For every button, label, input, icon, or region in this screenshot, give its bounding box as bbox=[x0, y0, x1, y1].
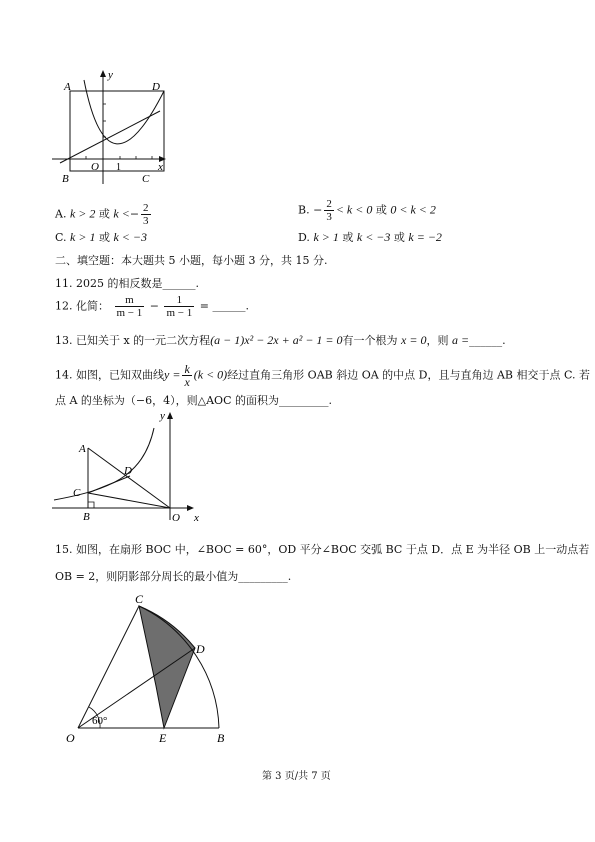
question-14-line2: 点 A 的坐标为（−6，4），则△AOC 的面积为_________. bbox=[55, 394, 332, 407]
hyperbola-curve bbox=[54, 428, 154, 500]
label-C: C bbox=[73, 487, 81, 499]
label-C: C bbox=[135, 592, 144, 606]
question-15-line1: 15. 如图，在扇形 BOC 中，∠BOC = 60°，OD 平分∠BOC 交弧 BC 于点 D．点 E 为半径 OB 上一动点若 bbox=[55, 543, 590, 556]
option-c: C. k > 1 或 k < −3 bbox=[55, 230, 147, 244]
label-x: x bbox=[158, 161, 163, 173]
segment-oc bbox=[88, 493, 170, 508]
label-x: x bbox=[194, 512, 199, 524]
label-B: B bbox=[83, 511, 90, 523]
label-A: A bbox=[79, 443, 86, 455]
radius-oc bbox=[78, 606, 139, 728]
label-D: D bbox=[124, 465, 132, 477]
y-axis-arrow bbox=[167, 412, 173, 419]
option-a: A. k > 2 或 k <− $\frac{2}{3}$ bbox=[55, 202, 149, 227]
label-1: 1 bbox=[116, 162, 121, 173]
y-axis-arrow bbox=[100, 70, 106, 77]
figure-hyperbola-triangle bbox=[48, 408, 218, 530]
option-d: D. k > 1 或 k < −3 或 k = −2 bbox=[298, 230, 442, 244]
straight-line bbox=[60, 111, 160, 163]
label-O: O bbox=[172, 512, 180, 524]
angle-label: 60° bbox=[92, 715, 108, 727]
page-footer: 第 3 页/共 7 页 bbox=[262, 771, 331, 782]
label-O: O bbox=[91, 161, 99, 173]
label-B: B bbox=[62, 173, 69, 185]
question-14-line1: 14. 如图，已知双曲线y = $\frac{k}{x}$ (k < 0)经过直角三角形 OAB 斜边 OA 的中点 D，且与直角边 AB 相交于点 C. 若 bbox=[55, 362, 591, 389]
question-12: 12. 化简： $\frac{m}{m - 1}$ − $\frac{1}{m - 1}$ = ______. bbox=[55, 294, 249, 319]
figure-parabola-graph bbox=[48, 62, 178, 187]
label-D: D bbox=[152, 81, 160, 93]
section-heading: 二、填空题：本大题共 5 小题，每小题 3 分，共 15 分. bbox=[55, 254, 328, 267]
x-axis-arrow bbox=[187, 505, 194, 511]
option-b: B. − $\frac{2}{3}$ < k < 0 或 0 < k < 2 bbox=[298, 198, 436, 223]
label-O: O bbox=[66, 731, 75, 745]
label-D: D bbox=[196, 642, 205, 656]
label-E: E bbox=[159, 731, 167, 745]
question-11: 11. 2025 的相反数是______. bbox=[55, 277, 199, 290]
label-B: B bbox=[217, 731, 225, 745]
label-y: y bbox=[108, 69, 113, 81]
question-15-line2: OB = 2，则阴影部分周长的最小值为_________. bbox=[55, 570, 292, 583]
figure-sector bbox=[62, 590, 242, 750]
label-A: A bbox=[64, 81, 71, 93]
label-C: C bbox=[142, 173, 150, 185]
right-angle-mark bbox=[88, 502, 94, 508]
label-y: y bbox=[160, 410, 165, 422]
segment-oa bbox=[88, 448, 170, 508]
question-13: 13. 已知关于 x 的一元二次方程(a − 1)x² − 2x + a² − 1 = 0有一个根为 x = 0，则 a =______. bbox=[55, 333, 506, 347]
